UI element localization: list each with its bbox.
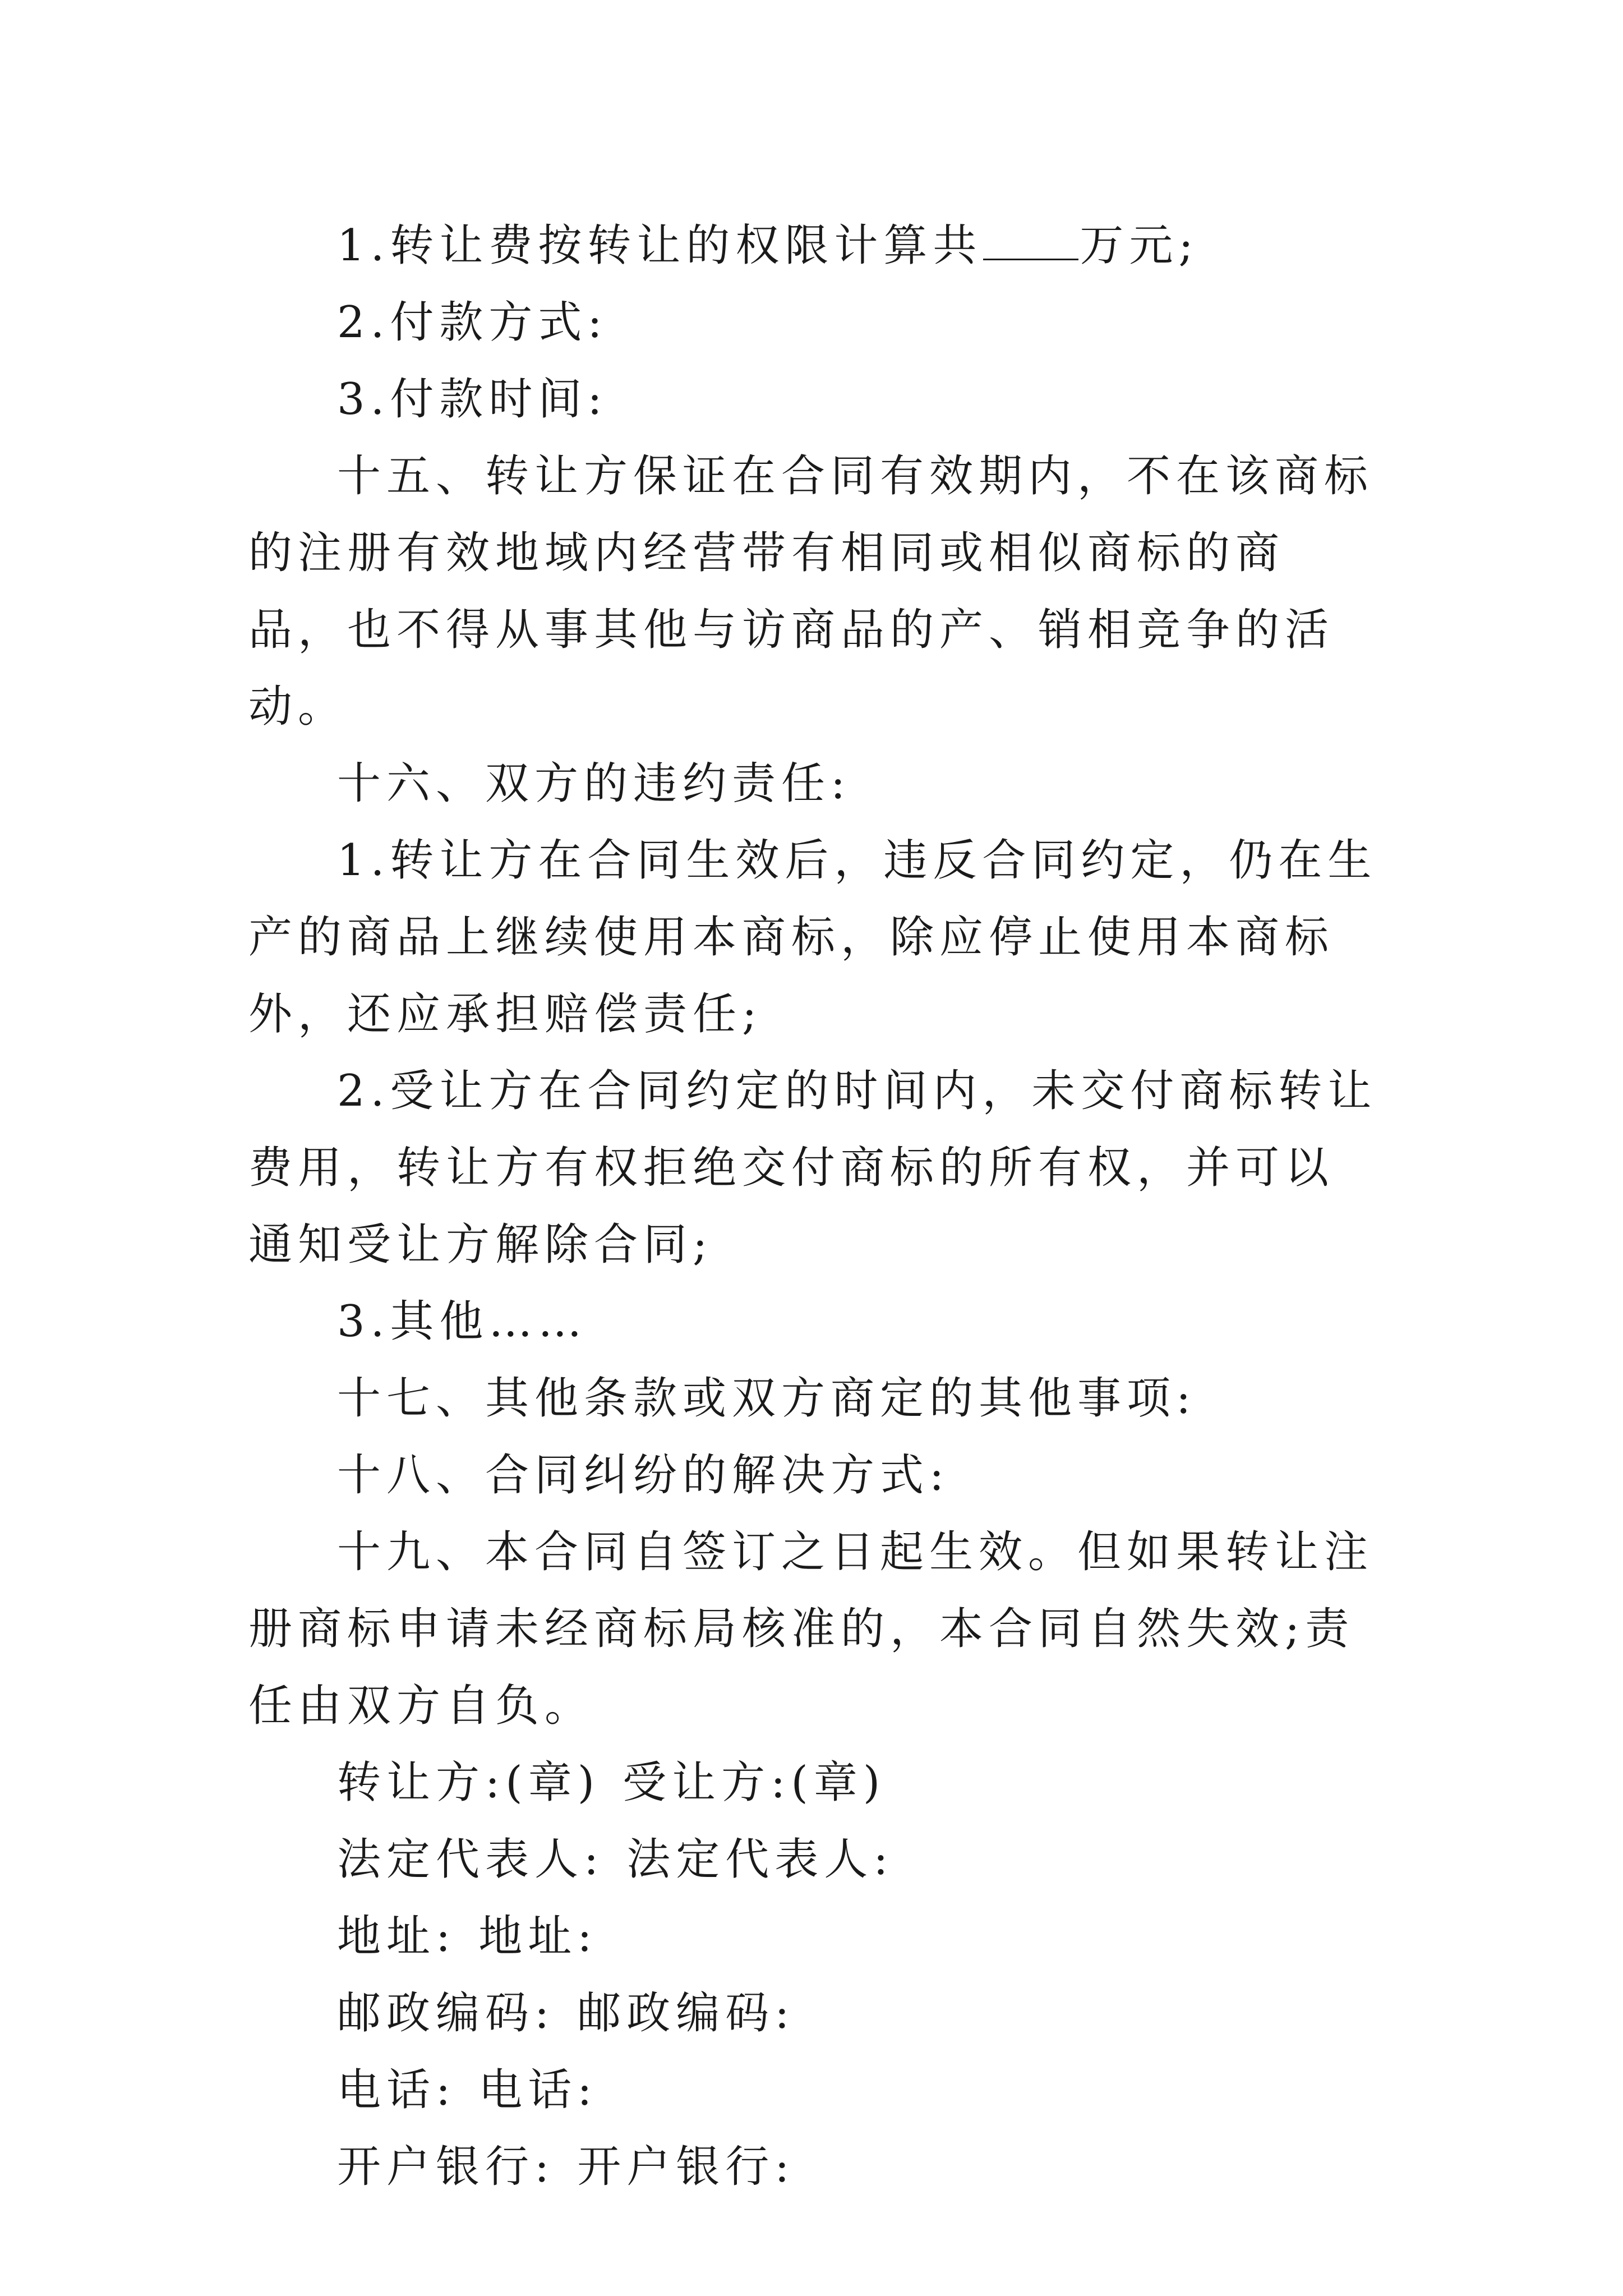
payment-item-time: 3.付款时间: [337, 374, 608, 425]
signature-phone-row [248, 2052, 1381, 2129]
transferee-seal: 受让方:(章) [623, 1757, 886, 1808]
transferee-phone: 电话: [478, 2065, 598, 2115]
signature-address-row [248, 1898, 1381, 1975]
clause-16-heading: 十六、双方的违约责任: [337, 758, 851, 809]
transferor-zip: 邮政编码: [337, 1988, 555, 2039]
clause-18: 十八、合同纠纷的解决方式: [337, 1450, 950, 1501]
transferee-zip: 邮政编码: [577, 1988, 795, 2039]
transferor-seal: 转让方:(章) [337, 1757, 601, 1808]
amount-blank[interactable] [983, 225, 1078, 260]
signature-party-row [248, 1745, 1381, 1821]
signature-rep-row [248, 1821, 1381, 1898]
transferee-bank: 开户银行: [577, 2142, 795, 2192]
transferee-representative: 法定代表人: [626, 1834, 894, 1885]
signature-bank-row [248, 2129, 1381, 2206]
clause-16-item-1: 1.转让方在合同生效后，违反合同约定，仍在生产的商品上继续使用本商标，除应停止使用本商标外，还应承担赔偿责任; [248, 835, 1377, 1039]
clause-19: 十九、本合同自签订之日起生效。但如果转让注册商标申请未经商标局核准的，本合同自然失效;责任由双方自负。 [248, 1527, 1374, 1731]
clause-16-item-2: 2.受让方在合同约定的时间内，未交付商标转让费用，转让方有权拒绝交付商标的所有权，并可以通知受让方解除合同; [248, 1066, 1377, 1270]
payment-item-amount [248, 208, 1381, 284]
transferor-phone: 电话: [337, 2065, 457, 2115]
clause-16-item-3: 3.其他…… [337, 1296, 588, 1347]
payment-amount-text: 1.转让费按转让的权限计算共 [337, 220, 983, 271]
document-body [248, 208, 1381, 2206]
clause-15: 十五、转让方保证在合同有效期内，不在该商标的注册有效地域内经营带有相同或相似商标的商品，也不得从事其他与访商品的产、销相竞争的活动。 [248, 451, 1374, 732]
transferor-representative: 法定代表人: [337, 1834, 605, 1885]
transferor-address: 地址: [337, 1911, 457, 1962]
transferor-bank: 开户银行: [337, 2142, 555, 2192]
payment-item-method: 2.付款方式: [337, 297, 608, 348]
clause-17: 十七、其他条款或双方商定的其他事项: [337, 1373, 1197, 1424]
transferee-address: 地址: [478, 1911, 598, 1962]
signature-zip-row [248, 1975, 1381, 2052]
payment-amount-unit: 万元; [1080, 220, 1199, 271]
